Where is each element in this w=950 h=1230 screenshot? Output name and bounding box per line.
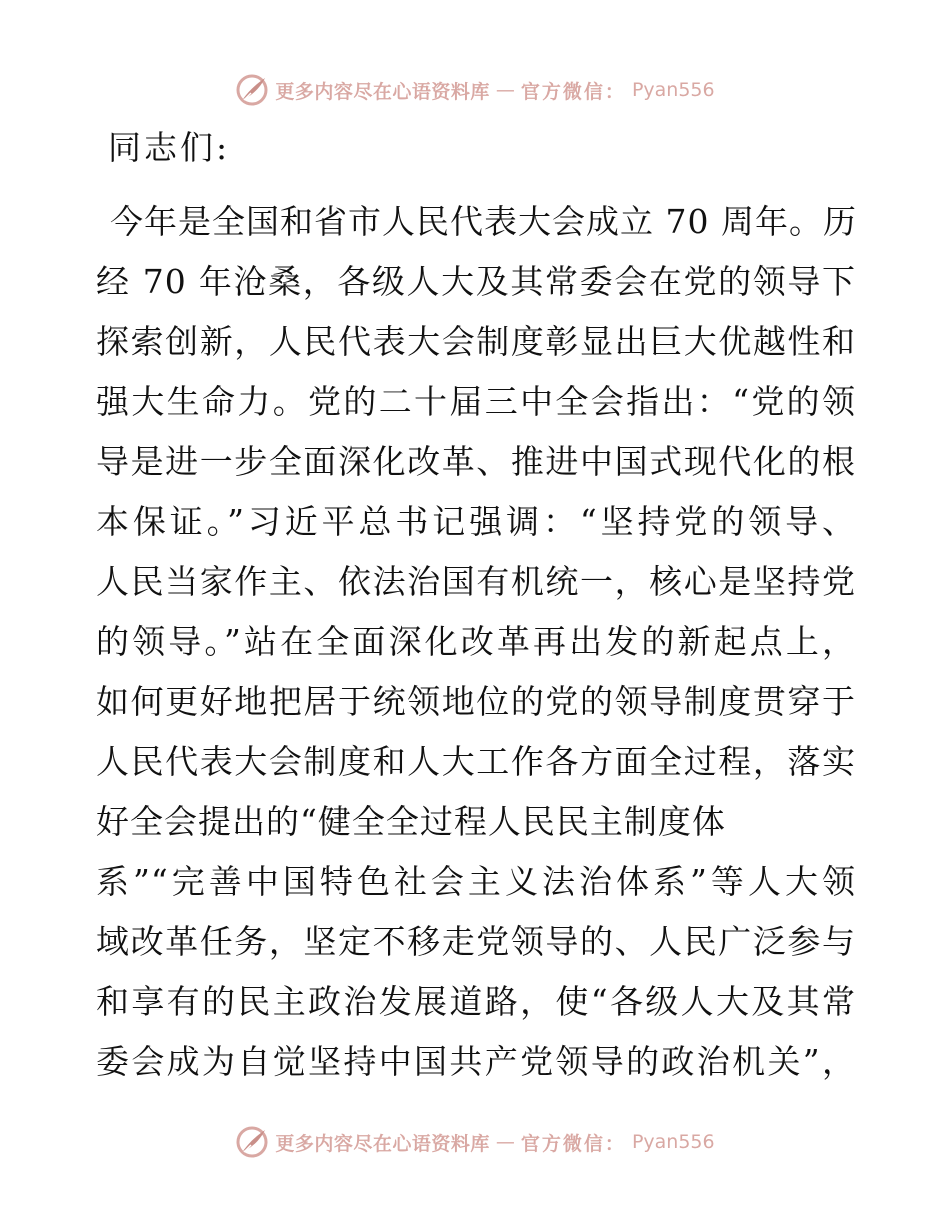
text-line: 好全会提出的“健全全过程人民民主制度体: [96, 802, 726, 841]
watermark-brand-text: 更多内容尽在心语资料库: [275, 80, 490, 103]
text-line: 导是进一步全面深化改革、推进中国式现代化的根: [96, 442, 856, 481]
text-line: 今年是全国和省市人民代表大会成立 70 周年。历: [110, 202, 857, 241]
salutation: 同志们:: [108, 128, 231, 167]
watermark-dash: —: [495, 1131, 515, 1153]
watermark-brand-text: 更多内容尽在心语资料库: [275, 1132, 490, 1155]
watermark-wechat-label: 官方微信：: [520, 1132, 626, 1155]
feather-pen-logo-icon: [235, 1125, 269, 1159]
feather-pen-logo-icon: [235, 73, 269, 107]
watermark-wechat-id: Pyan556: [631, 79, 715, 101]
text-line: 本保证。”习近平总书记强调：“坚持党的领导、: [96, 502, 856, 541]
text-line: 人民当家作主、依法治国有机统一，核心是坚持党: [96, 562, 856, 601]
text-line: 委会成为自觉坚持中国共产党领导的政治机关”，: [96, 1042, 856, 1081]
text-line: 经 70 年沧桑，各级人大及其常委会在党的领导下: [96, 262, 856, 301]
footer-watermark: [0, 1122, 950, 1162]
text-line: 系”“完善中国特色社会主义法治体系”等人大领: [96, 862, 856, 901]
watermark-dash: —: [495, 79, 515, 101]
text-line: 域改革任务，坚定不移走党领导的、人民广泛参与: [96, 922, 856, 961]
body-paragraph: [96, 192, 856, 1092]
text-line: 探索创新，人民代表大会制度彰显出巨大优越性和: [96, 322, 856, 361]
text-line: 和享有的民主政治发展道路，使“各级人大及其常: [96, 982, 856, 1021]
watermark-wechat-id: Pyan556: [631, 1131, 715, 1153]
text-line: 强大生命力。党的二十届三中全会指出：“党的领: [96, 382, 856, 421]
watermark-wechat-label: 官方微信：: [520, 80, 626, 103]
text-line: 人民代表大会制度和人大工作各方面全过程，落实: [96, 742, 856, 781]
text-line: 的领导。”站在全面深化改革再出发的新起点上，: [96, 622, 856, 661]
header-watermark: [0, 70, 950, 110]
text-line: 如何更好地把居于统领地位的党的领导制度贯穿于: [96, 682, 856, 721]
